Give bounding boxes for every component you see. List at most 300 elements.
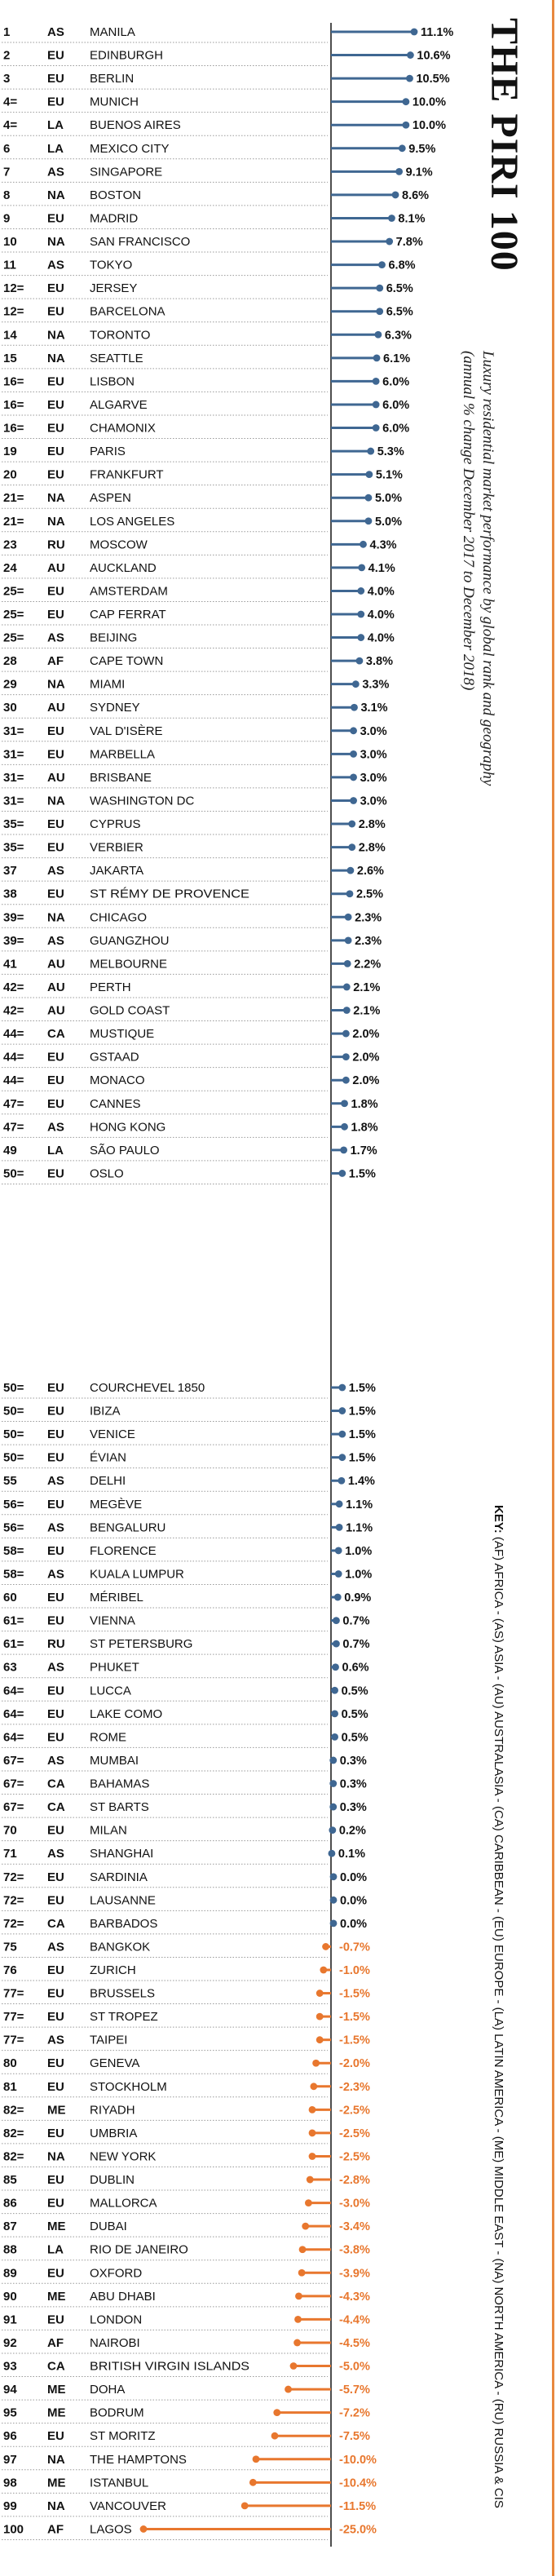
region-label: EU [47,1893,64,1908]
rank-label: 6 [3,141,11,156]
rank-label: 42= [3,1003,24,1018]
value-dot [330,1919,338,1927]
value-dot [329,1757,337,1764]
value-label: -4.4% [339,2313,370,2327]
city-label: GUANGZHOU [90,933,170,948]
city-label: BENGALURU [90,1520,166,1535]
city-label: GOLD COAST [90,1003,170,1018]
rank-label: 16= [3,397,24,412]
region-label: AU [47,980,65,994]
value-label: 3.0% [360,748,387,762]
value-dot [342,1030,350,1038]
region-label: CA [47,1916,65,1931]
value-label: 1.7% [350,1144,377,1157]
rank-label: 44= [3,1073,24,1088]
value-dot [293,2339,301,2347]
region-label: RU [47,538,65,552]
value-label: 2.2% [354,958,382,972]
region-label: EU [47,1166,64,1181]
city-label: MIAMI [90,677,126,692]
value-label: 2.0% [352,1028,380,1042]
rank-label: 31= [3,770,24,785]
value-label: 0.5% [341,1731,368,1745]
rank-label: 21= [3,491,24,506]
region-label: AS [47,1120,64,1135]
value-label: 7.8% [395,236,423,250]
city-label: CYPRUS [90,817,141,832]
region-label: ME [47,2220,66,2234]
city-label: MALLORCA [90,2196,157,2211]
city-label: ABU DHABI [90,2289,156,2304]
region-label: EU [47,584,64,599]
value-label: 5.1% [375,468,403,482]
value-label: 10.0% [412,119,447,133]
value-dot [331,1710,338,1717]
rank-label: 61= [3,1613,24,1628]
region-label: NA [47,514,65,529]
value-label: 1.1% [346,1521,373,1535]
region-label: AS [47,1940,64,1954]
region-label: NA [47,351,65,365]
value-dot [338,1477,345,1485]
city-label: ASPEN [90,491,131,506]
region-label: NA [47,491,65,506]
value-dot [340,1146,347,1153]
value-label: 0.0% [340,1870,368,1884]
value-dot [329,1826,336,1834]
value-dot [273,2409,280,2416]
rank-label: 55 [3,1474,17,1489]
city-label: BOSTON [90,188,142,202]
row-labels [3,25,249,2536]
value-dot [335,1547,342,1555]
value-dot [399,144,406,152]
value-label: -4.5% [339,2336,370,2350]
rank-label: 76 [3,1963,17,1977]
rank-label: 61= [3,1637,24,1652]
value-dot [336,1524,343,1531]
value-label: 5.0% [374,492,403,506]
rank-label: 7 [3,165,11,179]
city-label: NAIROBI [90,2335,140,2350]
value-label: 8.6% [402,188,430,202]
value-label: 1.5% [348,1382,376,1395]
region-label: ME [47,2476,66,2490]
value-label: 1.8% [351,1121,378,1135]
value-label: 6.3% [384,329,412,343]
region-label: ME [47,2406,66,2420]
region-label: EU [47,1073,64,1088]
rank-label: 39= [3,933,24,948]
value-dot [376,308,383,315]
rank-label: 44= [3,1027,24,1042]
city-label: OXFORD [90,2266,143,2281]
value-dot [357,587,364,595]
city-label: SEATTLE [90,351,143,365]
rank-label: 25= [3,584,24,599]
value-label: 2.3% [355,911,382,925]
city-label: BANGKOK [90,1940,151,1954]
value-dot [378,261,386,268]
value-dot [342,1077,350,1084]
rank-label: 82= [3,2103,24,2118]
rank-label: 1 [3,25,11,39]
subtitle-line-1: Luxury residential market performance by global rank and geography [479,351,496,786]
value-dot [309,2106,316,2113]
city-label: CHICAGO [90,910,148,925]
rank-label: 12= [3,304,24,319]
city-label: DUBLIN [90,2173,135,2188]
value-dot [253,2455,260,2463]
value-dot [373,424,380,432]
value-dot [350,727,357,734]
value-dot [338,1431,346,1438]
city-label: FLORENCE [90,1543,157,1558]
region-label: NA [47,2452,65,2467]
value-label: 2.8% [358,818,386,832]
rank-label: 50= [3,1166,24,1181]
city-label: RIYADH [90,2103,135,2118]
city-label: DELHI [90,1474,126,1489]
rank-label: 19 [3,445,17,459]
region-label: EU [47,2126,64,2140]
value-dot [365,494,373,502]
city-label: SAN FRANCISCO [90,235,191,250]
city-label: UMBRIA [90,2126,138,2140]
value-dot [320,1967,327,1974]
key-text: (AF) AFRICA - (AS) ASIA - (AU) AUSTRALASIA - (CA) CARIBBEAN - (EU) EUROPE - (LA) LATIN AMERICA - (ME) MIDDLE EAST - (NA) NORTH AMERICA - (RU) RUSSIA & CIS [492,1536,505,2508]
value-label: 2.1% [353,980,381,994]
city-label: BARBADOS [90,1916,158,1931]
rank-label: 4= [3,95,18,109]
value-dot [376,285,383,292]
value-dot [373,378,380,385]
city-label: GENEVA [90,2056,140,2071]
value-dot [309,2130,316,2137]
region-key [492,1505,505,2508]
rank-label: 72= [3,1916,24,1931]
city-label: AUCKLAND [90,560,157,575]
value-label: 6.0% [382,422,410,436]
city-label: TAIPEI [90,2033,128,2047]
value-dot [329,1804,337,1811]
value-label: -3.4% [339,2220,370,2234]
region-label: AU [47,1003,65,1018]
value-label: 1.8% [351,1097,378,1111]
value-dot [341,1100,348,1107]
rank-label: 77= [3,2010,24,2025]
city-label: SÃO PAULO [90,1143,160,1157]
value-dot [348,821,355,828]
region-label: EU [47,2266,64,2281]
value-label: 0.9% [344,1591,372,1605]
value-label: 9.5% [408,142,436,156]
region-label: AS [47,1474,64,1489]
value-label: 1.1% [346,1498,373,1512]
region-label: EU [47,48,64,63]
city-label: IBIZA [90,1404,121,1419]
value-label: -2.5% [339,2127,370,2140]
city-label: MARBELLA [90,747,156,762]
region-label: AU [47,560,65,575]
city-label: MOSCOW [90,538,148,552]
value-label: 11.1% [421,26,454,39]
value-dot [358,564,365,571]
region-label: EU [47,421,64,436]
region-label: AS [47,1847,64,1861]
region-label: EU [47,467,64,482]
value-dot [316,2036,324,2043]
rank-label: 60 [3,1591,17,1605]
rank-label: 82= [3,2126,24,2140]
city-label: BRISBANE [90,770,152,785]
city-label: ST BARTS [90,1800,149,1815]
rank-label: 41 [3,957,17,972]
region-label: EU [47,1497,64,1512]
region-label: AS [47,1567,64,1582]
value-label: 2.1% [353,1004,381,1018]
row-rules [2,42,328,2539]
value-dot [348,843,355,851]
region-label: CA [47,2359,65,2374]
value-dot [373,354,381,361]
value-label: 0.6% [342,1661,369,1675]
region-label: EU [47,1450,64,1465]
city-label: SHANGHAI [90,1847,154,1861]
region-label: CA [47,1800,65,1815]
value-dot [322,1943,329,1950]
key-label: KEY: [492,1505,505,1534]
region-label: EU [47,1613,64,1628]
region-label: CA [47,1027,65,1042]
region-label: EU [47,1870,64,1884]
city-label: CANNES [90,1096,141,1111]
region-label: EU [47,2196,64,2211]
value-label: 10.5% [416,73,450,86]
value-dot [344,960,351,967]
value-dot [302,2223,309,2230]
rank-label: 16= [3,374,24,389]
value-label: 3.3% [362,678,390,692]
chart-subtitle [458,351,497,786]
region-label: EU [47,1543,64,1558]
value-label: 10.6% [417,49,451,63]
value-dot [342,1053,350,1060]
value-dot [343,1007,351,1014]
value-dot [338,1454,346,1461]
city-label: ST TROPEZ [90,2010,158,2025]
region-label: LA [47,2242,64,2257]
city-label: COURCHEVEL 1850 [90,1381,205,1395]
city-label: JAKARTA [90,864,144,879]
rank-label: 89 [3,2266,17,2281]
city-label: MUNICH [90,95,139,109]
rank-label: 2 [3,48,11,63]
city-label: DOHA [90,2383,126,2397]
value-dot [330,1897,338,1904]
city-label: OSLO [90,1166,124,1181]
rank-label: 9 [3,211,11,226]
city-label: MONACO [90,1073,145,1088]
value-dot [309,2153,316,2160]
rank-label: 64= [3,1684,24,1698]
region-label: EU [47,2313,64,2327]
rank-label: 67= [3,1777,24,1791]
city-label: SARDINIA [90,1870,148,1884]
value-label: 4.1% [368,561,395,575]
region-label: RU [47,1637,65,1652]
city-label: ÉVIAN [90,1450,127,1465]
value-dot [312,2060,320,2067]
value-dot [356,657,364,665]
rank-label: 81 [3,2079,17,2094]
city-label: LUCCA [90,1684,131,1698]
region-label: ME [47,2383,66,2397]
value-dot [411,29,418,36]
city-label: MÉRIBEL [90,1591,143,1605]
value-dot [350,797,357,804]
value-label: -3.9% [339,2267,370,2281]
city-label: HONG KONG [90,1120,166,1135]
region-label: LA [47,118,64,133]
value-label: -0.7% [339,1941,370,1954]
value-label: 0.7% [342,1638,370,1652]
rank-label: 47= [3,1120,24,1135]
region-label: AS [47,258,64,272]
value-marks [140,26,454,2536]
region-label: EU [47,1823,64,1838]
rank-label: 14 [3,328,17,343]
value-dot [334,1594,342,1601]
rank-label: 10 [3,235,17,250]
value-label: 8.1% [398,212,426,226]
city-label: LAKE COMO [90,1706,163,1721]
value-dot [298,2269,306,2277]
region-label: EU [47,1096,64,1111]
region-label: NA [47,188,65,202]
rank-label: 16= [3,421,24,436]
rank-label: 58= [3,1543,24,1558]
rank-label: 31= [3,724,24,738]
value-label: 1.4% [347,1475,375,1489]
rank-label: 95 [3,2406,17,2420]
rank-label: 63 [3,1660,17,1675]
value-label: 2.0% [352,1051,380,1064]
region-label: NA [47,794,65,808]
rank-label: 8 [3,188,11,202]
rank-label: 71 [3,1847,17,1861]
value-label: 0.3% [339,1777,367,1791]
value-label: 1.0% [345,1544,373,1558]
city-label: GSTAAD [90,1050,139,1064]
rank-label: 50= [3,1427,24,1442]
value-dot [350,774,357,781]
value-label: 6.0% [382,398,410,412]
city-label: MUSTIQUE [90,1027,155,1042]
city-label: LAGOS [90,2522,132,2537]
rank-label: 49 [3,1143,17,1157]
value-label: -10.0% [339,2453,377,2467]
city-label: VIENNA [90,1613,135,1628]
value-dot [360,541,367,548]
city-label: VERBIER [90,840,143,855]
city-label: RIO DE JANEIRO [90,2242,188,2257]
region-label: EU [47,724,64,738]
value-dot [331,1733,338,1741]
subtitle-line-2: (annual % change December 2017 to December 2018) [460,351,477,691]
rank-label: 4= [3,118,18,133]
rank-label: 39= [3,910,24,925]
region-label: AS [47,1520,64,1535]
city-label: ST MORITZ [90,2429,156,2444]
rank-label: 97 [3,2452,17,2467]
region-label: EU [47,2429,64,2444]
value-label: 0.5% [341,1707,368,1721]
value-label: 3.0% [360,794,387,808]
region-label: ME [47,2103,66,2118]
value-dot [338,1384,346,1392]
rank-label: 28 [3,654,17,669]
value-label: -2.0% [339,2057,370,2071]
city-label: PERTH [90,980,131,994]
rank-label: 98 [3,2476,17,2490]
region-label: EU [47,1050,64,1064]
city-label: SYDNEY [90,701,140,715]
value-dot [351,704,358,711]
rank-label: 44= [3,1050,24,1064]
value-dot [367,448,374,455]
rank-label: 30 [3,701,17,715]
value-label: 3.0% [360,724,387,738]
region-label: AU [47,957,65,972]
value-dot [365,471,373,478]
value-dot [338,1407,346,1414]
value-dot [350,750,357,758]
rank-label: 80 [3,2056,17,2071]
value-dot [329,1780,337,1787]
value-dot [294,2316,302,2323]
value-label: -4.3% [339,2290,370,2304]
value-dot [407,51,414,59]
value-dot [307,2176,314,2184]
value-label: 1.5% [348,1451,376,1465]
value-label: -2.5% [339,2150,370,2164]
value-label: 0.5% [341,1684,368,1698]
value-label: 6.5% [386,305,413,319]
value-dot [335,1570,342,1578]
value-label: -3.0% [339,2197,370,2211]
value-label: -25.0% [339,2523,377,2537]
region-label: NA [47,235,65,250]
value-label: -10.4% [339,2476,377,2490]
region-label: AU [47,770,65,785]
region-label: AF [47,2335,64,2350]
region-label: EU [47,1404,64,1419]
city-label: ST PETERSBURG [90,1637,193,1652]
region-label: EU [47,2056,64,2071]
value-dot [392,192,399,199]
rank-label: 67= [3,1753,24,1768]
region-label: LA [47,1143,64,1157]
region-label: AS [47,864,64,879]
city-label: BARCELONA [90,304,165,319]
value-label: 2.6% [356,865,384,879]
rank-label: 37 [3,864,17,879]
region-label: EU [47,817,64,832]
value-label: 9.1% [405,166,433,179]
region-label: NA [47,2499,65,2513]
city-label: PARIS [90,445,126,459]
